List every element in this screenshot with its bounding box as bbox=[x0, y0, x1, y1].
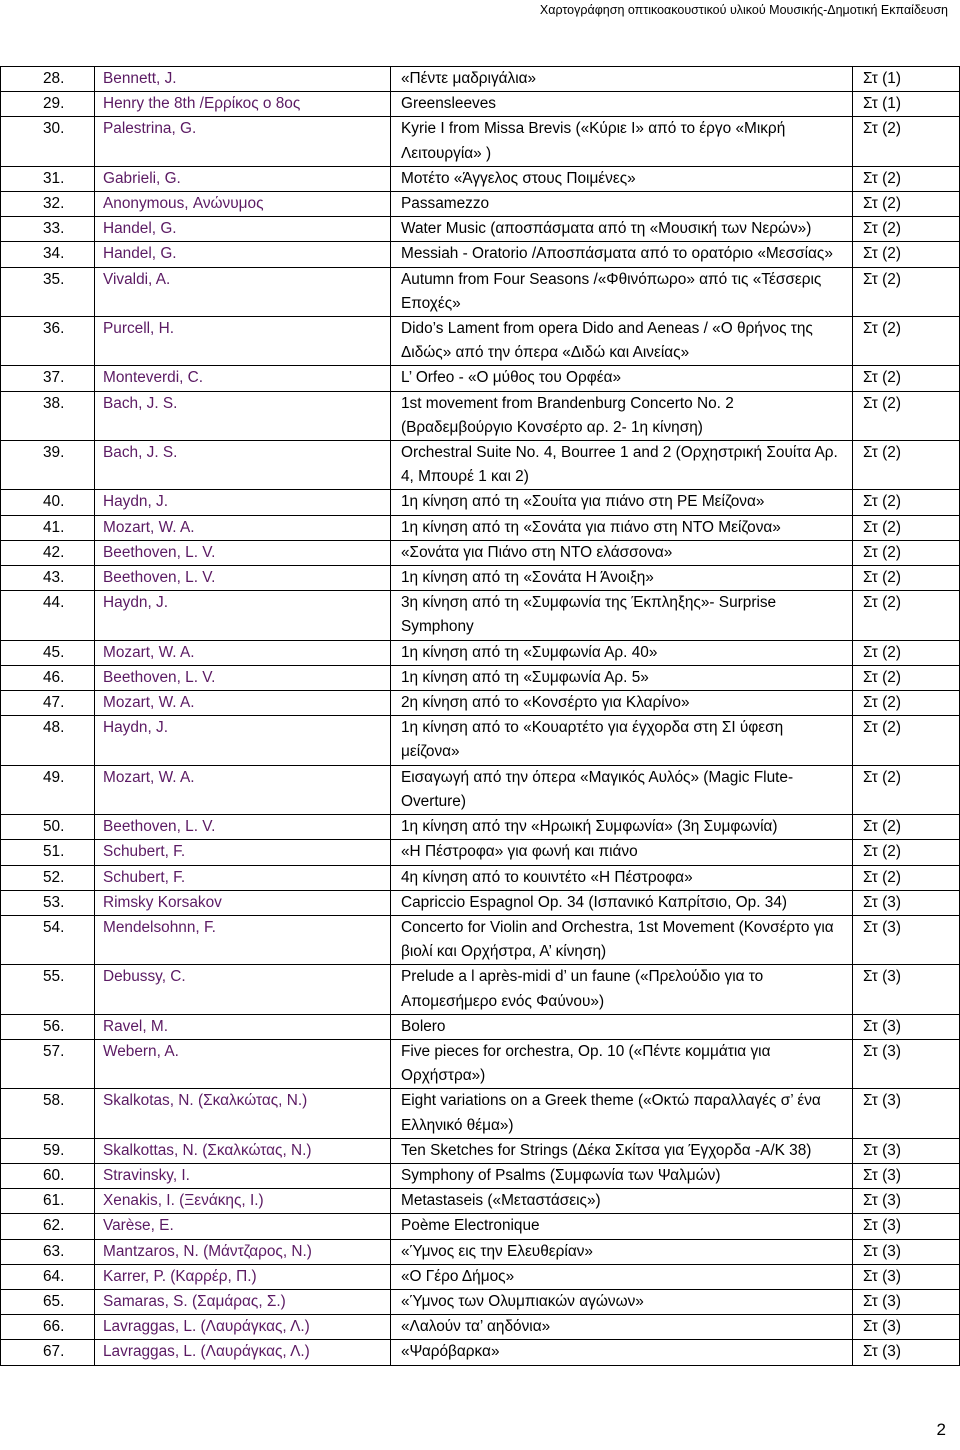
grade-cell: Στ (3) bbox=[853, 1239, 960, 1264]
work-cell: 3η κίνηση από τη «Συμφωνία της Έκπληξης»- Surprise Symphony bbox=[391, 591, 853, 640]
composer-cell: Handel, G. bbox=[95, 242, 391, 267]
grade-cell: Στ (3) bbox=[853, 1089, 960, 1138]
work-cell: 4η κίνηση από το κουιντέτο «Η Πέστροφα» bbox=[391, 865, 853, 890]
grade-cell: Στ (2) bbox=[853, 166, 960, 191]
row-number: 38. bbox=[1, 391, 95, 440]
composer-cell: Karrer, P. (Καρρέρ, Π.) bbox=[95, 1264, 391, 1289]
grade-cell: Στ (3) bbox=[853, 1340, 960, 1365]
grade-cell: Στ (2) bbox=[853, 515, 960, 540]
row-number: 32. bbox=[1, 192, 95, 217]
row-number: 60. bbox=[1, 1163, 95, 1188]
grade-cell: Στ (2) bbox=[853, 441, 960, 490]
grade-cell: Στ (3) bbox=[853, 965, 960, 1014]
work-cell: Prelude a l après-midi d’ un faune («Πρελούδιο για το Απομεσήμερο ενός Φαύνου») bbox=[391, 965, 853, 1014]
table-row bbox=[1, 1163, 960, 1188]
running-header: Χαρτογράφηση οπτικοακουστικού υλικού Μουσικής-Δημοτική Εκπαίδευση bbox=[539, 3, 948, 17]
composer-cell: Schubert, F. bbox=[95, 865, 391, 890]
composer-cell: Mozart, W. A. bbox=[95, 515, 391, 540]
row-number: 48. bbox=[1, 716, 95, 765]
grade-cell: Στ (3) bbox=[853, 1163, 960, 1188]
grade-cell: Στ (2) bbox=[853, 117, 960, 166]
row-number: 63. bbox=[1, 1239, 95, 1264]
table-row bbox=[1, 665, 960, 690]
row-number: 64. bbox=[1, 1264, 95, 1289]
grade-cell: Στ (3) bbox=[853, 1264, 960, 1289]
table-row bbox=[1, 515, 960, 540]
composer-cell: Skalkotas, N. (Σκαλκώτας, Ν.) bbox=[95, 1089, 391, 1138]
row-number: 54. bbox=[1, 915, 95, 964]
table-row bbox=[1, 1089, 960, 1138]
composer-cell: Haydn, J. bbox=[95, 591, 391, 640]
work-cell: Ten Sketches for Strings (Δέκα Σκίτσα για Έγχορδα -Α/Κ 38) bbox=[391, 1138, 853, 1163]
grade-cell: Στ (3) bbox=[853, 1014, 960, 1039]
table-row bbox=[1, 166, 960, 191]
work-cell: Orchestral Suite No. 4, Bourree 1 and 2 (Ορχηστρική Σουίτα Αρ. 4, Μπουρέ 1 και 2) bbox=[391, 441, 853, 490]
composer-cell: Schubert, F. bbox=[95, 840, 391, 865]
table-row bbox=[1, 490, 960, 515]
table-row bbox=[1, 217, 960, 242]
composer-cell: Haydn, J. bbox=[95, 490, 391, 515]
grade-cell: Στ (3) bbox=[853, 890, 960, 915]
grade-cell: Στ (2) bbox=[853, 815, 960, 840]
table-row bbox=[1, 716, 960, 765]
row-number: 43. bbox=[1, 566, 95, 591]
row-number: 53. bbox=[1, 890, 95, 915]
row-number: 62. bbox=[1, 1214, 95, 1239]
table-row bbox=[1, 640, 960, 665]
composer-cell: Webern, A. bbox=[95, 1039, 391, 1088]
table-row bbox=[1, 1189, 960, 1214]
work-cell: 1η κίνηση από τη «Σονάτα Η Άνοιξη» bbox=[391, 566, 853, 591]
table-row bbox=[1, 92, 960, 117]
composer-cell: Bennett, J. bbox=[95, 67, 391, 92]
work-cell: Greensleeves bbox=[391, 92, 853, 117]
row-number: 67. bbox=[1, 1340, 95, 1365]
table-row bbox=[1, 317, 960, 366]
row-number: 35. bbox=[1, 267, 95, 316]
table-row bbox=[1, 1214, 960, 1239]
grade-cell: Στ (3) bbox=[853, 915, 960, 964]
composer-cell: Mozart, W. A. bbox=[95, 765, 391, 814]
composer-cell: Beethoven, L. V. bbox=[95, 566, 391, 591]
work-cell: Passamezzo bbox=[391, 192, 853, 217]
composer-cell: Beethoven, L. V. bbox=[95, 815, 391, 840]
work-cell: «Ύμνος εις την Ελευθερίαν» bbox=[391, 1239, 853, 1264]
composer-cell: Anonymous, Ανώνυμος bbox=[95, 192, 391, 217]
composer-cell: Xenakis, I. (Ξενάκης, Ι.) bbox=[95, 1189, 391, 1214]
row-number: 37. bbox=[1, 366, 95, 391]
work-cell: «Ο Γέρο Δήμος» bbox=[391, 1264, 853, 1289]
work-cell: 1st movement from Brandenburg Concerto No. 2 (Βραδεμβούργιο Κονσέρτο αρ. 2- 1η κίνηση) bbox=[391, 391, 853, 440]
grade-cell: Στ (2) bbox=[853, 267, 960, 316]
row-number: 52. bbox=[1, 865, 95, 890]
grade-cell: Στ (2) bbox=[853, 566, 960, 591]
work-cell: «Ύμνος των Ολυμπιακών αγώνων» bbox=[391, 1289, 853, 1314]
composer-cell: Bach, J. S. bbox=[95, 441, 391, 490]
grade-cell: Στ (2) bbox=[853, 192, 960, 217]
grade-cell: Στ (2) bbox=[853, 840, 960, 865]
work-cell: 2η κίνηση από το «Κονσέρτο για Κλαρίνο» bbox=[391, 691, 853, 716]
composer-cell: Vivaldi, A. bbox=[95, 267, 391, 316]
grade-cell: Στ (2) bbox=[853, 665, 960, 690]
grade-cell: Στ (3) bbox=[853, 1315, 960, 1340]
grade-cell: Στ (2) bbox=[853, 366, 960, 391]
work-cell: L’ Orfeo - «Ο μύθος του Ορφέα» bbox=[391, 366, 853, 391]
composer-cell: Skalkottas, N. (Σκαλκώτας, Ν.) bbox=[95, 1138, 391, 1163]
table-row bbox=[1, 566, 960, 591]
row-number: 56. bbox=[1, 1014, 95, 1039]
row-number: 42. bbox=[1, 540, 95, 565]
grade-cell: Στ (1) bbox=[853, 92, 960, 117]
grade-cell: Στ (2) bbox=[853, 591, 960, 640]
grade-cell: Στ (2) bbox=[853, 217, 960, 242]
composer-cell: Henry the 8th /Ερρίκος ο 8ος bbox=[95, 92, 391, 117]
work-cell: Kyrie I from Missa Brevis («Κύριε Ι» από το έργο «Μικρή Λειτουργία» ) bbox=[391, 117, 853, 166]
table-row bbox=[1, 267, 960, 316]
row-number: 57. bbox=[1, 1039, 95, 1088]
work-cell: Autumn from Four Seasons /«Φθινόπωρο» από τις «Τέσσερις Εποχές» bbox=[391, 267, 853, 316]
row-number: 61. bbox=[1, 1189, 95, 1214]
work-cell: Water Music (αποσπάσματα από τη «Μουσική των Νερών») bbox=[391, 217, 853, 242]
row-number: 55. bbox=[1, 965, 95, 1014]
table-row bbox=[1, 441, 960, 490]
work-cell: Dido’s Lament from opera Dido and Aeneas / «Ο θρήνος της Διδώς» από την όπερα «Διδώ και Αινείας» bbox=[391, 317, 853, 366]
composer-cell: Mozart, W. A. bbox=[95, 640, 391, 665]
grade-cell: Στ (3) bbox=[853, 1189, 960, 1214]
work-cell: Εισαγωγή από την όπερα «Μαγικός Αυλός» (Magic Flute- Overture) bbox=[391, 765, 853, 814]
composer-cell: Beethoven, L. V. bbox=[95, 665, 391, 690]
row-number: 65. bbox=[1, 1289, 95, 1314]
work-cell: Eight variations on a Greek theme («Οκτώ παραλλαγές σ’ ένα Ελληνικό θέμα») bbox=[391, 1089, 853, 1138]
work-cell: 1η κίνηση από τη «Συμφωνία Αρ. 5» bbox=[391, 665, 853, 690]
work-cell: Poème Electronique bbox=[391, 1214, 853, 1239]
row-number: 33. bbox=[1, 217, 95, 242]
table-row bbox=[1, 1340, 960, 1365]
work-cell: «Λαλούν τα’ αηδόνια» bbox=[391, 1315, 853, 1340]
grade-cell: Στ (2) bbox=[853, 540, 960, 565]
composer-cell: Lavraggas, L. (Λαυράγκας, Λ.) bbox=[95, 1340, 391, 1365]
row-number: 66. bbox=[1, 1315, 95, 1340]
table-row bbox=[1, 391, 960, 440]
table-row bbox=[1, 865, 960, 890]
table-row bbox=[1, 1239, 960, 1264]
work-cell: «Πέντε μαδριγάλια» bbox=[391, 67, 853, 92]
grade-cell: Στ (3) bbox=[853, 1214, 960, 1239]
work-cell: «Σονάτα για Πιάνο στη ΝΤΟ ελάσσονα» bbox=[391, 540, 853, 565]
row-number: 40. bbox=[1, 490, 95, 515]
grade-cell: Στ (2) bbox=[853, 640, 960, 665]
composer-cell: Purcell, H. bbox=[95, 317, 391, 366]
table-row bbox=[1, 117, 960, 166]
table-row bbox=[1, 192, 960, 217]
composer-cell: Haydn, J. bbox=[95, 716, 391, 765]
composer-cell: Debussy, C. bbox=[95, 965, 391, 1014]
row-number: 28. bbox=[1, 67, 95, 92]
grade-cell: Στ (2) bbox=[853, 765, 960, 814]
work-cell: 1η κίνηση από το «Κουαρτέτο για έγχορδα στη ΣΙ ύφεση μείζονα» bbox=[391, 716, 853, 765]
row-number: 31. bbox=[1, 166, 95, 191]
table-row bbox=[1, 691, 960, 716]
composer-cell: Beethoven, L. V. bbox=[95, 540, 391, 565]
work-cell: Five pieces for orchestra, Op. 10 («Πέντε κομμάτια για Ορχήστρα») bbox=[391, 1039, 853, 1088]
work-cell: Capriccio Espagnol Op. 34 (Ισπανικό Καπρίτσιο, Op. 34) bbox=[391, 890, 853, 915]
composer-cell: Stravinsky, I. bbox=[95, 1163, 391, 1188]
work-cell: «Ψαρόβαρκα» bbox=[391, 1340, 853, 1365]
table-row bbox=[1, 965, 960, 1014]
composer-cell: Mendelsohnn, F. bbox=[95, 915, 391, 964]
grade-cell: Στ (2) bbox=[853, 865, 960, 890]
work-cell: Metastaseis («Μεταστάσεις») bbox=[391, 1189, 853, 1214]
grade-cell: Στ (2) bbox=[853, 391, 960, 440]
row-number: 45. bbox=[1, 640, 95, 665]
grade-cell: Στ (1) bbox=[853, 67, 960, 92]
work-cell: Symphony of Psalms (Συμφωνία των Ψαλμών) bbox=[391, 1163, 853, 1188]
row-number: 29. bbox=[1, 92, 95, 117]
row-number: 58. bbox=[1, 1089, 95, 1138]
row-number: 34. bbox=[1, 242, 95, 267]
work-cell: Bolero bbox=[391, 1014, 853, 1039]
grade-cell: Στ (2) bbox=[853, 242, 960, 267]
table-row bbox=[1, 67, 960, 92]
grade-cell: Στ (3) bbox=[853, 1039, 960, 1088]
grade-cell: Στ (3) bbox=[853, 1289, 960, 1314]
table-row bbox=[1, 1315, 960, 1340]
table-row bbox=[1, 1264, 960, 1289]
work-cell: 1η κίνηση από την «Ηρωική Συμφωνία» (3η Συμφωνία) bbox=[391, 815, 853, 840]
table-row bbox=[1, 1014, 960, 1039]
page-number: 2 bbox=[936, 1420, 946, 1439]
table-row bbox=[1, 540, 960, 565]
grade-cell: Στ (2) bbox=[853, 490, 960, 515]
work-cell: «Η Πέστροφα» για φωνή και πιάνο bbox=[391, 840, 853, 865]
row-number: 47. bbox=[1, 691, 95, 716]
table-row bbox=[1, 591, 960, 640]
composer-cell: Bach, J. S. bbox=[95, 391, 391, 440]
table-row bbox=[1, 1138, 960, 1163]
work-cell: Μοτέτο «Άγγελος στους Ποιμένες» bbox=[391, 166, 853, 191]
composer-cell: Rimsky Korsakov bbox=[95, 890, 391, 915]
grade-cell: Στ (2) bbox=[853, 691, 960, 716]
grade-cell: Στ (2) bbox=[853, 716, 960, 765]
row-number: 44. bbox=[1, 591, 95, 640]
table-row bbox=[1, 890, 960, 915]
table-body bbox=[1, 67, 960, 1366]
row-number: 30. bbox=[1, 117, 95, 166]
composer-cell: Ravel, M. bbox=[95, 1014, 391, 1039]
composer-cell: Samaras, S. (Σαμάρας, Σ.) bbox=[95, 1289, 391, 1314]
composer-cell: Monteverdi, C. bbox=[95, 366, 391, 391]
repertoire-table bbox=[0, 66, 960, 1366]
work-cell: 1η κίνηση από τη «Συμφωνία Αρ. 40» bbox=[391, 640, 853, 665]
row-number: 50. bbox=[1, 815, 95, 840]
composer-cell: Gabrieli, G. bbox=[95, 166, 391, 191]
table-row bbox=[1, 1039, 960, 1088]
row-number: 49. bbox=[1, 765, 95, 814]
table-row bbox=[1, 840, 960, 865]
composer-cell: Handel, G. bbox=[95, 217, 391, 242]
row-number: 41. bbox=[1, 515, 95, 540]
row-number: 36. bbox=[1, 317, 95, 366]
work-cell: 1η κίνηση από τη «Σουίτα για πιάνο στη ΡΕ Μείζονα» bbox=[391, 490, 853, 515]
table-row bbox=[1, 1289, 960, 1314]
table-row bbox=[1, 815, 960, 840]
row-number: 39. bbox=[1, 441, 95, 490]
row-number: 51. bbox=[1, 840, 95, 865]
table-row bbox=[1, 765, 960, 814]
row-number: 46. bbox=[1, 665, 95, 690]
work-cell: Concerto for Violin and Orchestra, 1st Movement (Κονσέρτο για βιολί και Ορχήστρα, Α’ κίνηση) bbox=[391, 915, 853, 964]
row-number: 59. bbox=[1, 1138, 95, 1163]
grade-cell: Στ (2) bbox=[853, 317, 960, 366]
work-cell: 1η κίνηση από τη «Σονάτα για πιάνο στη ΝΤΟ Μείζονα» bbox=[391, 515, 853, 540]
composer-cell: Palestrina, G. bbox=[95, 117, 391, 166]
composer-cell: Varèse, E. bbox=[95, 1214, 391, 1239]
composer-cell: Lavraggas, L. (Λαυράγκας, Λ.) bbox=[95, 1315, 391, 1340]
table-row bbox=[1, 915, 960, 964]
table-row bbox=[1, 366, 960, 391]
composer-cell: Mantzaros, N. (Μάντζαρος, Ν.) bbox=[95, 1239, 391, 1264]
composer-cell: Mozart, W. A. bbox=[95, 691, 391, 716]
grade-cell: Στ (3) bbox=[853, 1138, 960, 1163]
table-row bbox=[1, 242, 960, 267]
work-cell: Messiah - Oratorio /Αποσπάσματα από το ορατόριο «Μεσσίας» bbox=[391, 242, 853, 267]
